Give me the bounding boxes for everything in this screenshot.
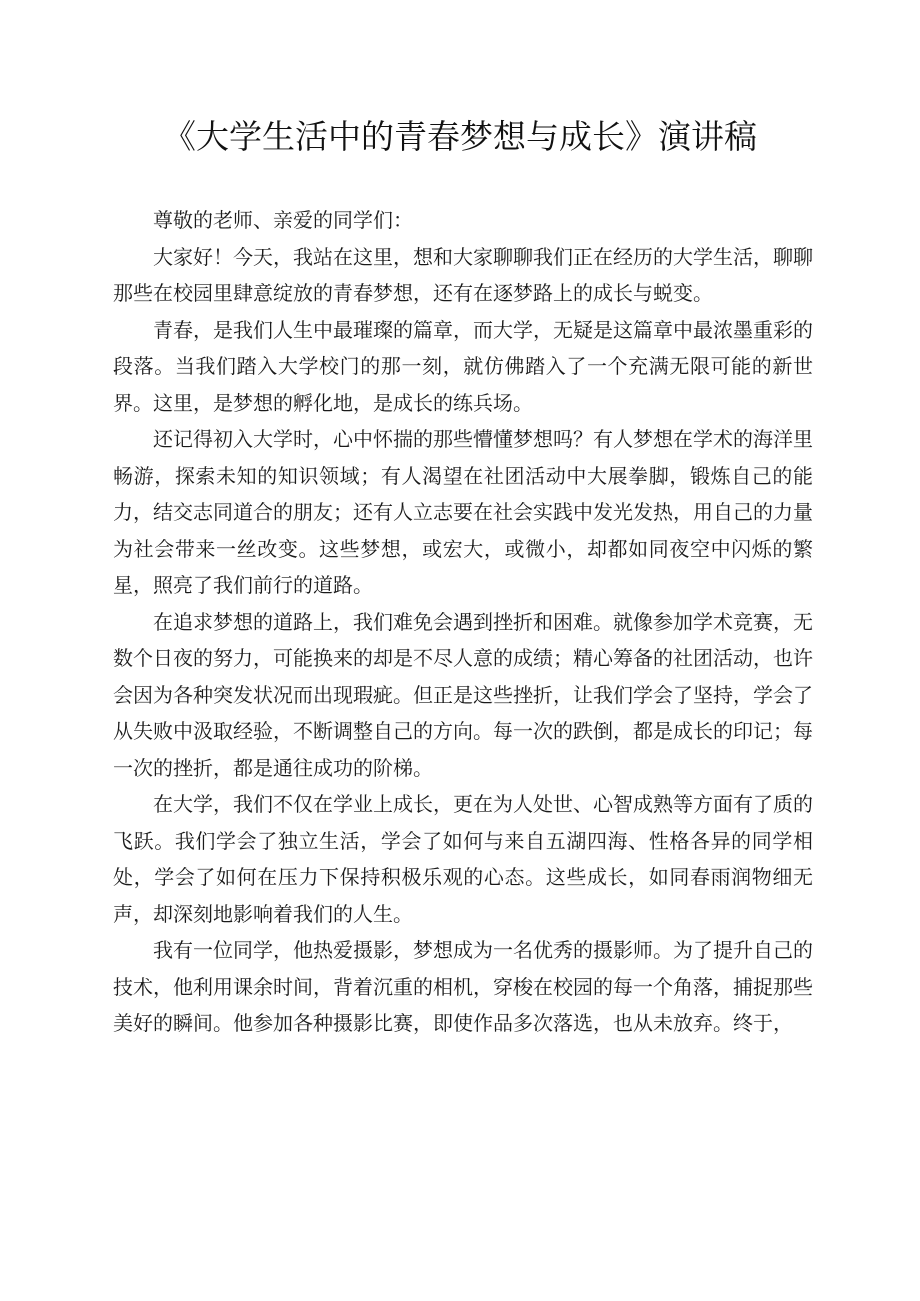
body-paragraph: 我有一位同学，他热爱摄影，梦想成为一名优秀的摄影师。为了提升自己的技术，他利用课余时间，背着沉重的相机，穿梭在校园的每一个角落，捕捉那些美好的瞬间。他参加各种摄影比赛，即使作品多次落选，也从未放弃。终于， [113, 938, 813, 1035]
document-body [113, 202, 813, 1042]
body-paragraph: 大家好！今天，我站在这里，想和大家聊聊我们正在经历的大学生活，聊聊那些在校园里肆意绽放的青春梦想，还有在逐梦路上的成长与蜕变。 [113, 244, 813, 305]
body-paragraph: 青春，是我们人生中最璀璨的篇章，而大学，无疑是这篇章中最浓墨重彩的段落。当我们踏入大学校门的那一刻，就仿佛踏入了一个充满无限可能的新世界。这里，是梦想的孵化地，是成长的练兵场。 [113, 317, 813, 415]
document-title: 《大学生活中的青春梦想与成长》演讲稿 [163, 117, 757, 156]
salutation-paragraph: 尊敬的老师、亲爱的同学们： [153, 208, 413, 232]
body-paragraph: 还记得初入大学时，心中怀揣的那些懵懂梦想吗？有人梦想在学术的海洋里畅游，探索未知的知识领域；有人渴望在社团活动中大展拳脚，锻炼自己的能力，结交志同道合的朋友；还有人立志要在社会实践中发光发热，用自己的力量为社会带来一丝改变。这些梦想，或宏大，或微小，却都如同夜空中闪烁的繁星，照亮了我们前行的道路。 [113, 427, 813, 597]
body-paragraph: 在大学，我们不仅在学业上成长，更在为人处世、心智成熟等方面有了质的飞跃。我们学会了独立生活，学会了如何与来自五湖四海、性格各异的同学相处，学会了如何在压力下保持积极乐观的心态。这些成长，如同春雨润物细无声，却深刻地影响着我们的人生。 [113, 792, 813, 926]
body-paragraph: 在追求梦想的道路上，我们难免会遇到挫折和困难。就像参加学术竞赛，无数个日夜的努力，可能换来的却是不尽人意的成绩；精心筹备的社团活动，也许会因为各种突发状况而出现瑕疵。但正是这些挫折，让我们学会了坚持，学会了从失败中汲取经验，不断调整自己的方向。每一次的跌倒，都是成长的印记；每一次的挫折，都是通往成功的阶梯。 [113, 609, 813, 780]
